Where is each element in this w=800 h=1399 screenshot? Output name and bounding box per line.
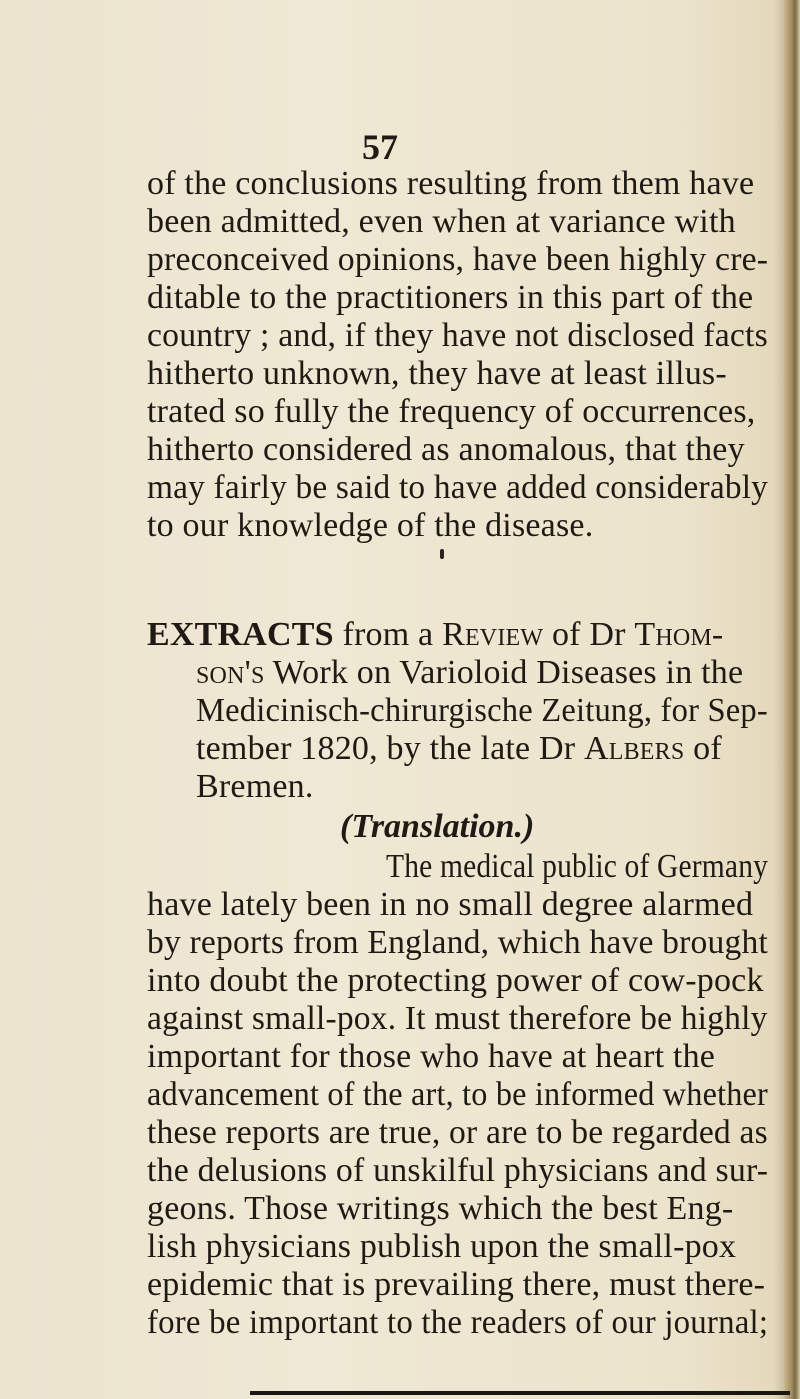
extracts-heading-line-4	[196, 730, 722, 768]
paragraph-two-line: fore be important to the readers of our journal;	[147, 1304, 769, 1341]
paragraph-one-line: hitherto considered as anomalous, that they	[147, 431, 745, 468]
paragraph-one-line: country ; and, if they have not disclosed facts	[147, 317, 768, 354]
paragraph-two-line: have lately been in no small degree alarmed	[147, 886, 754, 923]
paragraph-one-line: to our knowledge of the disease.	[147, 507, 594, 544]
paragraph-two-line: The medical public of Germany	[386, 848, 769, 885]
extracts-heading-line-5: Bremen.	[196, 768, 314, 805]
bottom-edge-rule	[250, 1391, 790, 1395]
extracts-heading-line-1	[147, 616, 723, 654]
paragraph-two-line: epidemic that is prevailing there, must there-	[147, 1266, 766, 1303]
paragraph-one-line: preconceived opinions, have been highly cre-	[147, 241, 769, 278]
paragraph-one-line: hitherto unknown, they have at least illus-	[147, 355, 727, 392]
heading-work-title: Work on Varioloid Diseases in the	[264, 654, 744, 691]
paragraph-two-line: lish physicians publish upon the small-pox	[147, 1228, 737, 1265]
heading-author-part-2: son's	[196, 654, 265, 691]
heading-author-part-1: Thom-	[634, 616, 724, 653]
paragraph-two-line: the delusions of unskilful physicians and sur-	[147, 1152, 769, 1189]
binding-edge	[784, 0, 800, 1399]
paragraph-one-line: ditable to the practitioners in this part of the	[147, 279, 754, 316]
heading-translator-name: Albers	[583, 730, 685, 767]
paragraph-two-line: against small-pox. It must therefore be highly	[147, 1000, 768, 1037]
paragraph-two-line: advancement of the art, to be informed whether	[147, 1076, 768, 1113]
paragraph-two-line: into doubt the protecting power of cow-pock	[147, 962, 764, 999]
heading-of: of	[684, 730, 722, 767]
paragraph-two-line: these reports are true, or are to be regarded as	[147, 1114, 768, 1151]
heading-of-dr: of Dr	[543, 616, 635, 653]
paragraph-one-line: been admitted, even when at variance with	[147, 203, 736, 240]
heading-review: Review	[442, 616, 544, 653]
heading-date: tember 1820, by the late Dr	[196, 730, 584, 767]
gutter-shadow	[774, 0, 784, 1399]
extracts-heading-line-2	[196, 654, 743, 692]
paragraph-two-line: important for those who have at heart the	[147, 1038, 716, 1075]
paragraph-one-line: trated so fully the frequency of occurrences,	[147, 393, 756, 430]
heading-from: from a	[333, 616, 443, 653]
ink-speck	[440, 549, 444, 559]
paragraph-two-line: by reports from England, which have brought	[147, 924, 768, 961]
translation-label: (Translation.)	[340, 808, 535, 845]
paragraph-two-line: geons. Those writings which the best Eng-	[147, 1190, 734, 1227]
paragraph-one-line: of the conclusions resulting from them have	[147, 165, 755, 202]
extracts-word: EXTRACTS	[147, 616, 334, 653]
page-number: 57	[362, 127, 398, 167]
extracts-heading-line-3: Medicinisch-chirurgische Zeitung, for Sep-	[196, 692, 768, 729]
paragraph-one-line: may fairly be said to have added considerably	[147, 469, 769, 506]
